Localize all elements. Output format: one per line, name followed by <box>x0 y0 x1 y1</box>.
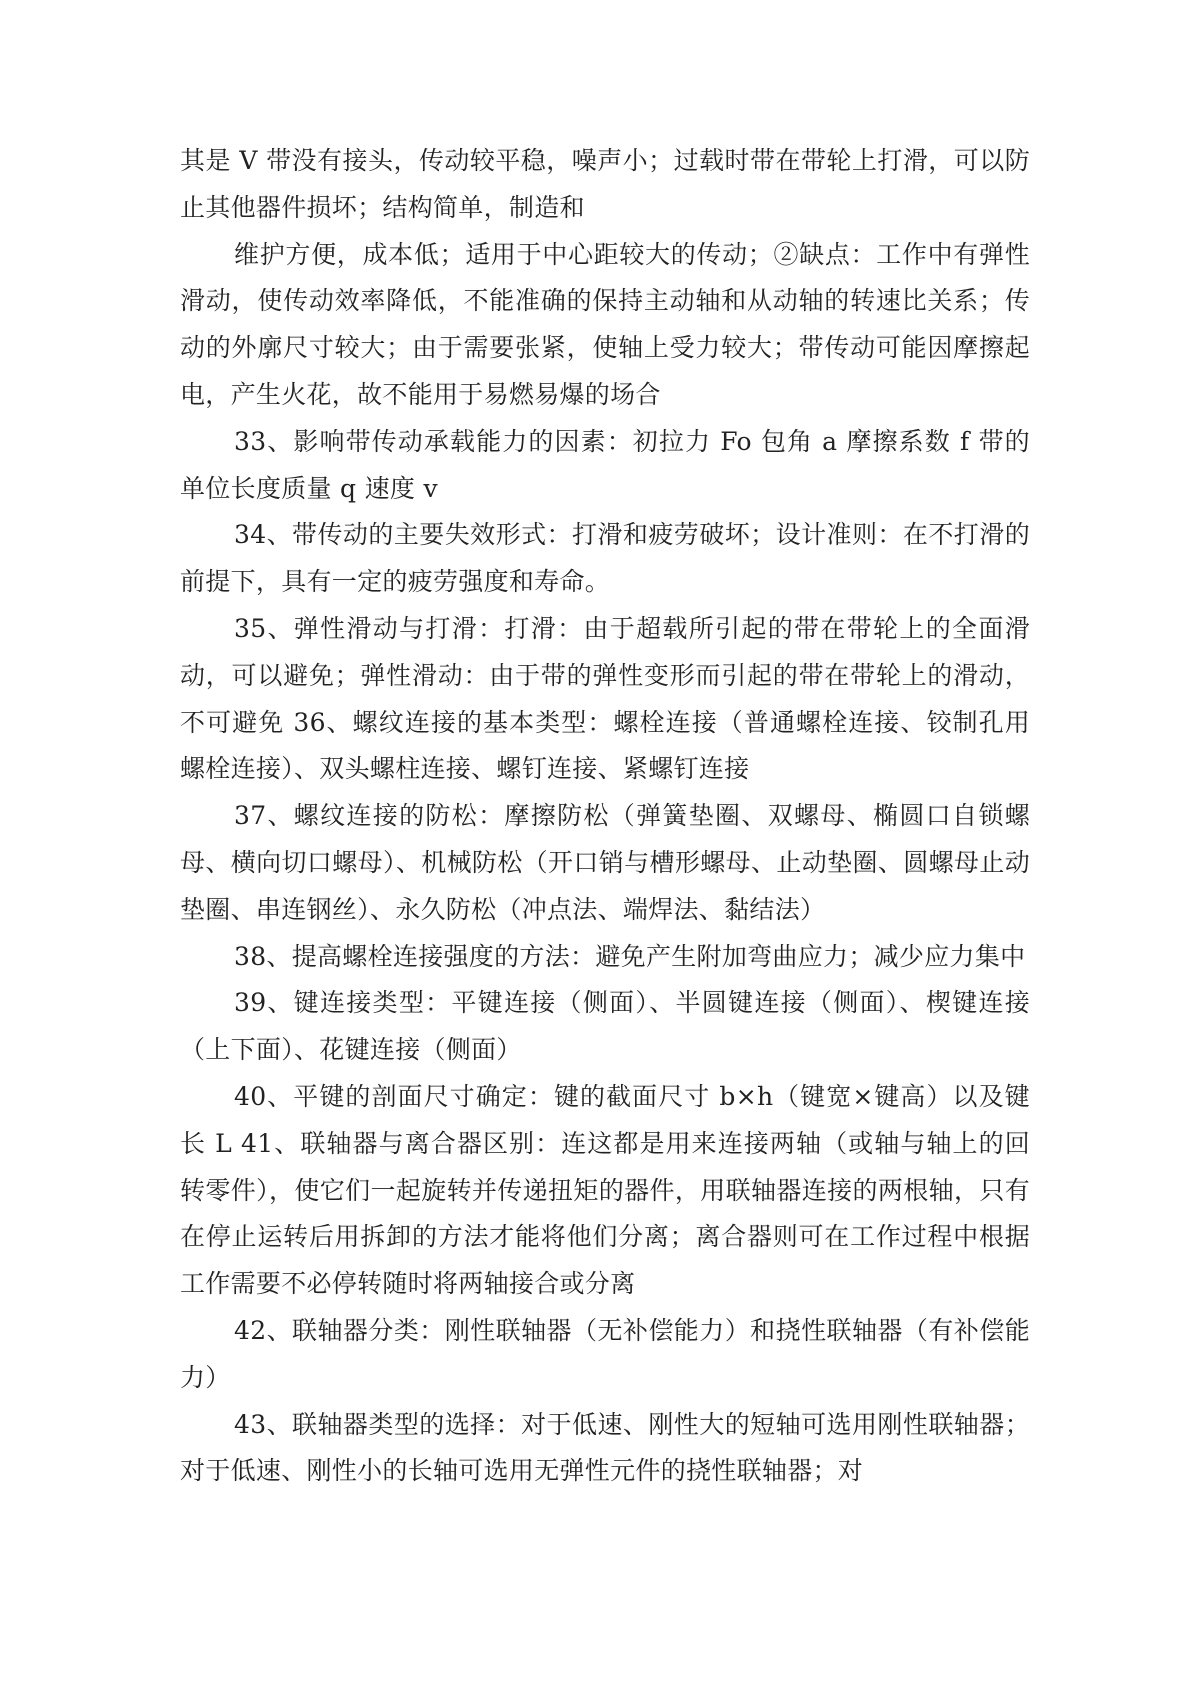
paragraph-2: 维护方便，成本低；适用于中心距较大的传动；②缺点：工作中有弹性滑动，使传动效率降低，不能准确的保持主动轴和从动轴的转速比关系；传动的外廓尺寸较大；由于需要张紧，使轴上受力较大；带传动可能因摩擦起电，产生火花，故不能用于易燃易爆的场合 <box>180 239 1030 409</box>
paragraph-33: 33、影响带传动承载能力的因素：初拉力 Fo 包角 a 摩擦系数 f 带的单位长度质量 q 速度 v <box>180 426 1030 503</box>
paragraph-42: 42、联轴器分类：刚性联轴器（无补偿能力）和挠性联轴器（有补偿能力） <box>180 1315 1030 1392</box>
paragraph-40: 40、平键的剖面尺寸确定：键的截面尺寸 b×h（键宽×键高）以及键长 L 41、联轴器与离合器区别：连这都是用来连接两轴（或轴与轴上的回转零件），使它们一起旋转并传递扭矩的器件，用联轴器连接的两根轴，只有在停止运转后用拆卸的方法才能将他们分离；离合器则可在工作过程中根据工作需要不必停转随时将两轴接合或分离 <box>180 1081 1030 1299</box>
paragraph-1: 其是 V 带没有接头，传动较平稳，噪声小；过载时带在带轮上打滑，可以防止其他器件损坏；结构简单，制造和 <box>180 146 1030 222</box>
paragraph-43: 43、联轴器类型的选择：对于低速、刚性大的短轴可选用刚性联轴器；对于低速、刚性小的长轴可选用无弹性元件的挠性联轴器；对 <box>180 1409 1030 1486</box>
paragraph-34: 34、带传动的主要失效形式：打滑和疲劳破坏；设计准则：在不打滑的前提下，具有一定的疲劳强度和寿命。 <box>180 520 1030 597</box>
paragraph-38: 38、提高螺栓连接强度的方法：避免产生附加弯曲应力；减少应力集中 <box>234 941 1026 971</box>
paragraph-35: 35、弹性滑动与打滑：打滑：由于超载所引起的带在带轮上的全面滑动，可以避免；弹性滑动：由于带的弹性变形而引起的带在带轮上的滑动，不可避免 36、螺纹连接的基本类型：螺栓连接（普通螺栓连接、铰制孔用螺栓连接）、双头螺柱连接、螺钉连接、紧螺钉连接 <box>180 613 1030 784</box>
document-body <box>180 138 1030 1495</box>
paragraph-37: 37、螺纹连接的防松：摩擦防松（弹簧垫圈、双螺母、椭圆口自锁螺母、横向切口螺母）、机械防松（开口销与槽形螺母、止动垫圈、圆螺母止动垫圈、串连钢丝）、永久防松（冲点法、端焊法、黏结法） <box>180 801 1030 924</box>
paragraph-39: 39、键连接类型：平键连接（侧面）、半圆键连接（侧面）、楔键连接（上下面）、花键连接（侧面） <box>180 988 1030 1065</box>
